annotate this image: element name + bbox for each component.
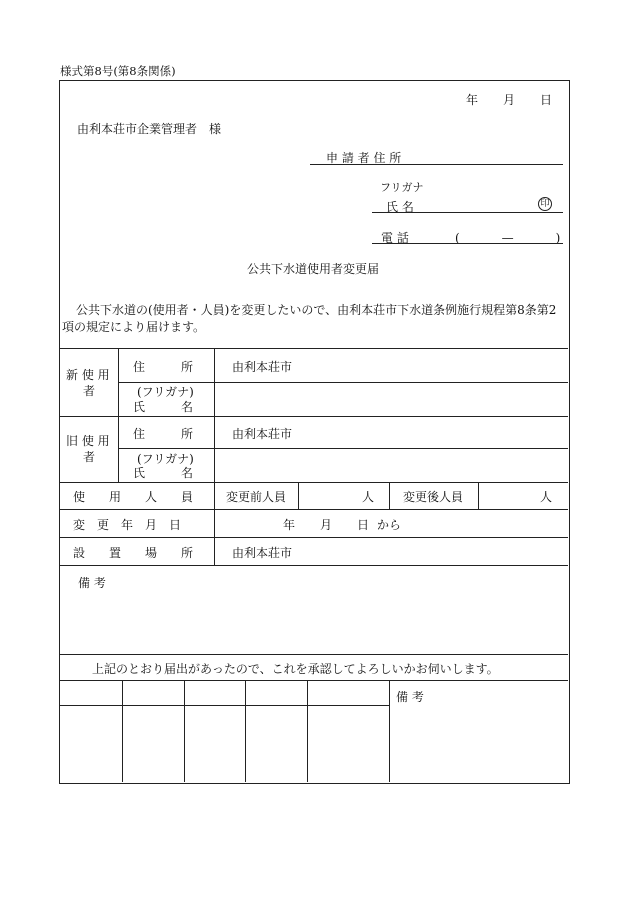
old-user-address-value: 由利本荘市 <box>232 427 293 441</box>
table-top-line <box>59 348 568 349</box>
after-count-label: 変更後人員 <box>403 490 464 504</box>
new-user-address-value: 由利本荘市 <box>232 360 293 374</box>
applicant-name-line <box>372 212 563 213</box>
applicant-furigana-label: フリガナ <box>380 181 424 194</box>
seal-icon: 印 <box>538 197 552 211</box>
form-title: 公共下水道使用者変更届 <box>247 262 380 276</box>
new-user-label-2: 者 <box>83 384 96 398</box>
date-month: 月 <box>503 93 516 107</box>
applicant-phone-format: ( — ) <box>455 231 567 245</box>
change-date-from: から <box>377 518 402 532</box>
remarks-label: 備 考 <box>78 576 106 590</box>
body-text-line1: 公共下水道の(使用者・人員)を変更したいので、由利本荘市下水道条例施行規程第8条第2 <box>76 303 557 317</box>
before-count-label: 変更前人員 <box>226 490 287 504</box>
date-year: 年 <box>466 93 479 107</box>
old-user-label: 旧 使 用 <box>66 434 110 448</box>
body-text-line2: 項の規定により届けます。 <box>62 320 206 334</box>
users-count-label: 使 用 人 員 <box>73 490 194 504</box>
old-user-name-label: 氏 名 <box>133 466 194 480</box>
applicant-phone-line <box>372 243 563 244</box>
new-user-furigana-label: (フリガナ) <box>137 385 194 399</box>
change-date-month: 月 <box>320 518 333 532</box>
old-user-furigana-label: (フリガナ) <box>137 452 194 466</box>
applicant-name-label: 氏 名 <box>386 200 414 214</box>
applicant-phone-label: 電 話 <box>381 231 409 245</box>
location-value: 由利本荘市 <box>232 546 293 560</box>
old-user-label-2: 者 <box>83 450 96 464</box>
addressee: 由利本荘市企業管理者 様 <box>77 122 222 136</box>
old-user-address-label: 住 所 <box>133 427 194 441</box>
applicant-address-label: 申 請 者 住 所 <box>326 151 402 165</box>
new-user-name-label: 氏 名 <box>133 400 194 414</box>
approval-remarks-label: 備 考 <box>396 690 424 704</box>
applicant-address-line <box>310 164 563 165</box>
new-user-address-label: 住 所 <box>133 360 194 374</box>
date-day: 日 <box>540 93 553 107</box>
new-user-label: 新 使 用 <box>66 368 110 382</box>
location-label: 設 置 場 所 <box>73 546 194 560</box>
form-number: 様式第8号(第8条関係) <box>60 64 176 78</box>
approval-text: 上記のとおり届出があったので、これを承認してよろしいかお伺いします。 <box>92 662 499 676</box>
change-date-year: 年 <box>283 518 296 532</box>
after-count-unit: 人 <box>540 490 553 504</box>
before-count-unit: 人 <box>362 490 375 504</box>
change-date-label: 変 更 年 月 日 <box>73 518 182 532</box>
change-date-day: 日 <box>357 518 370 532</box>
